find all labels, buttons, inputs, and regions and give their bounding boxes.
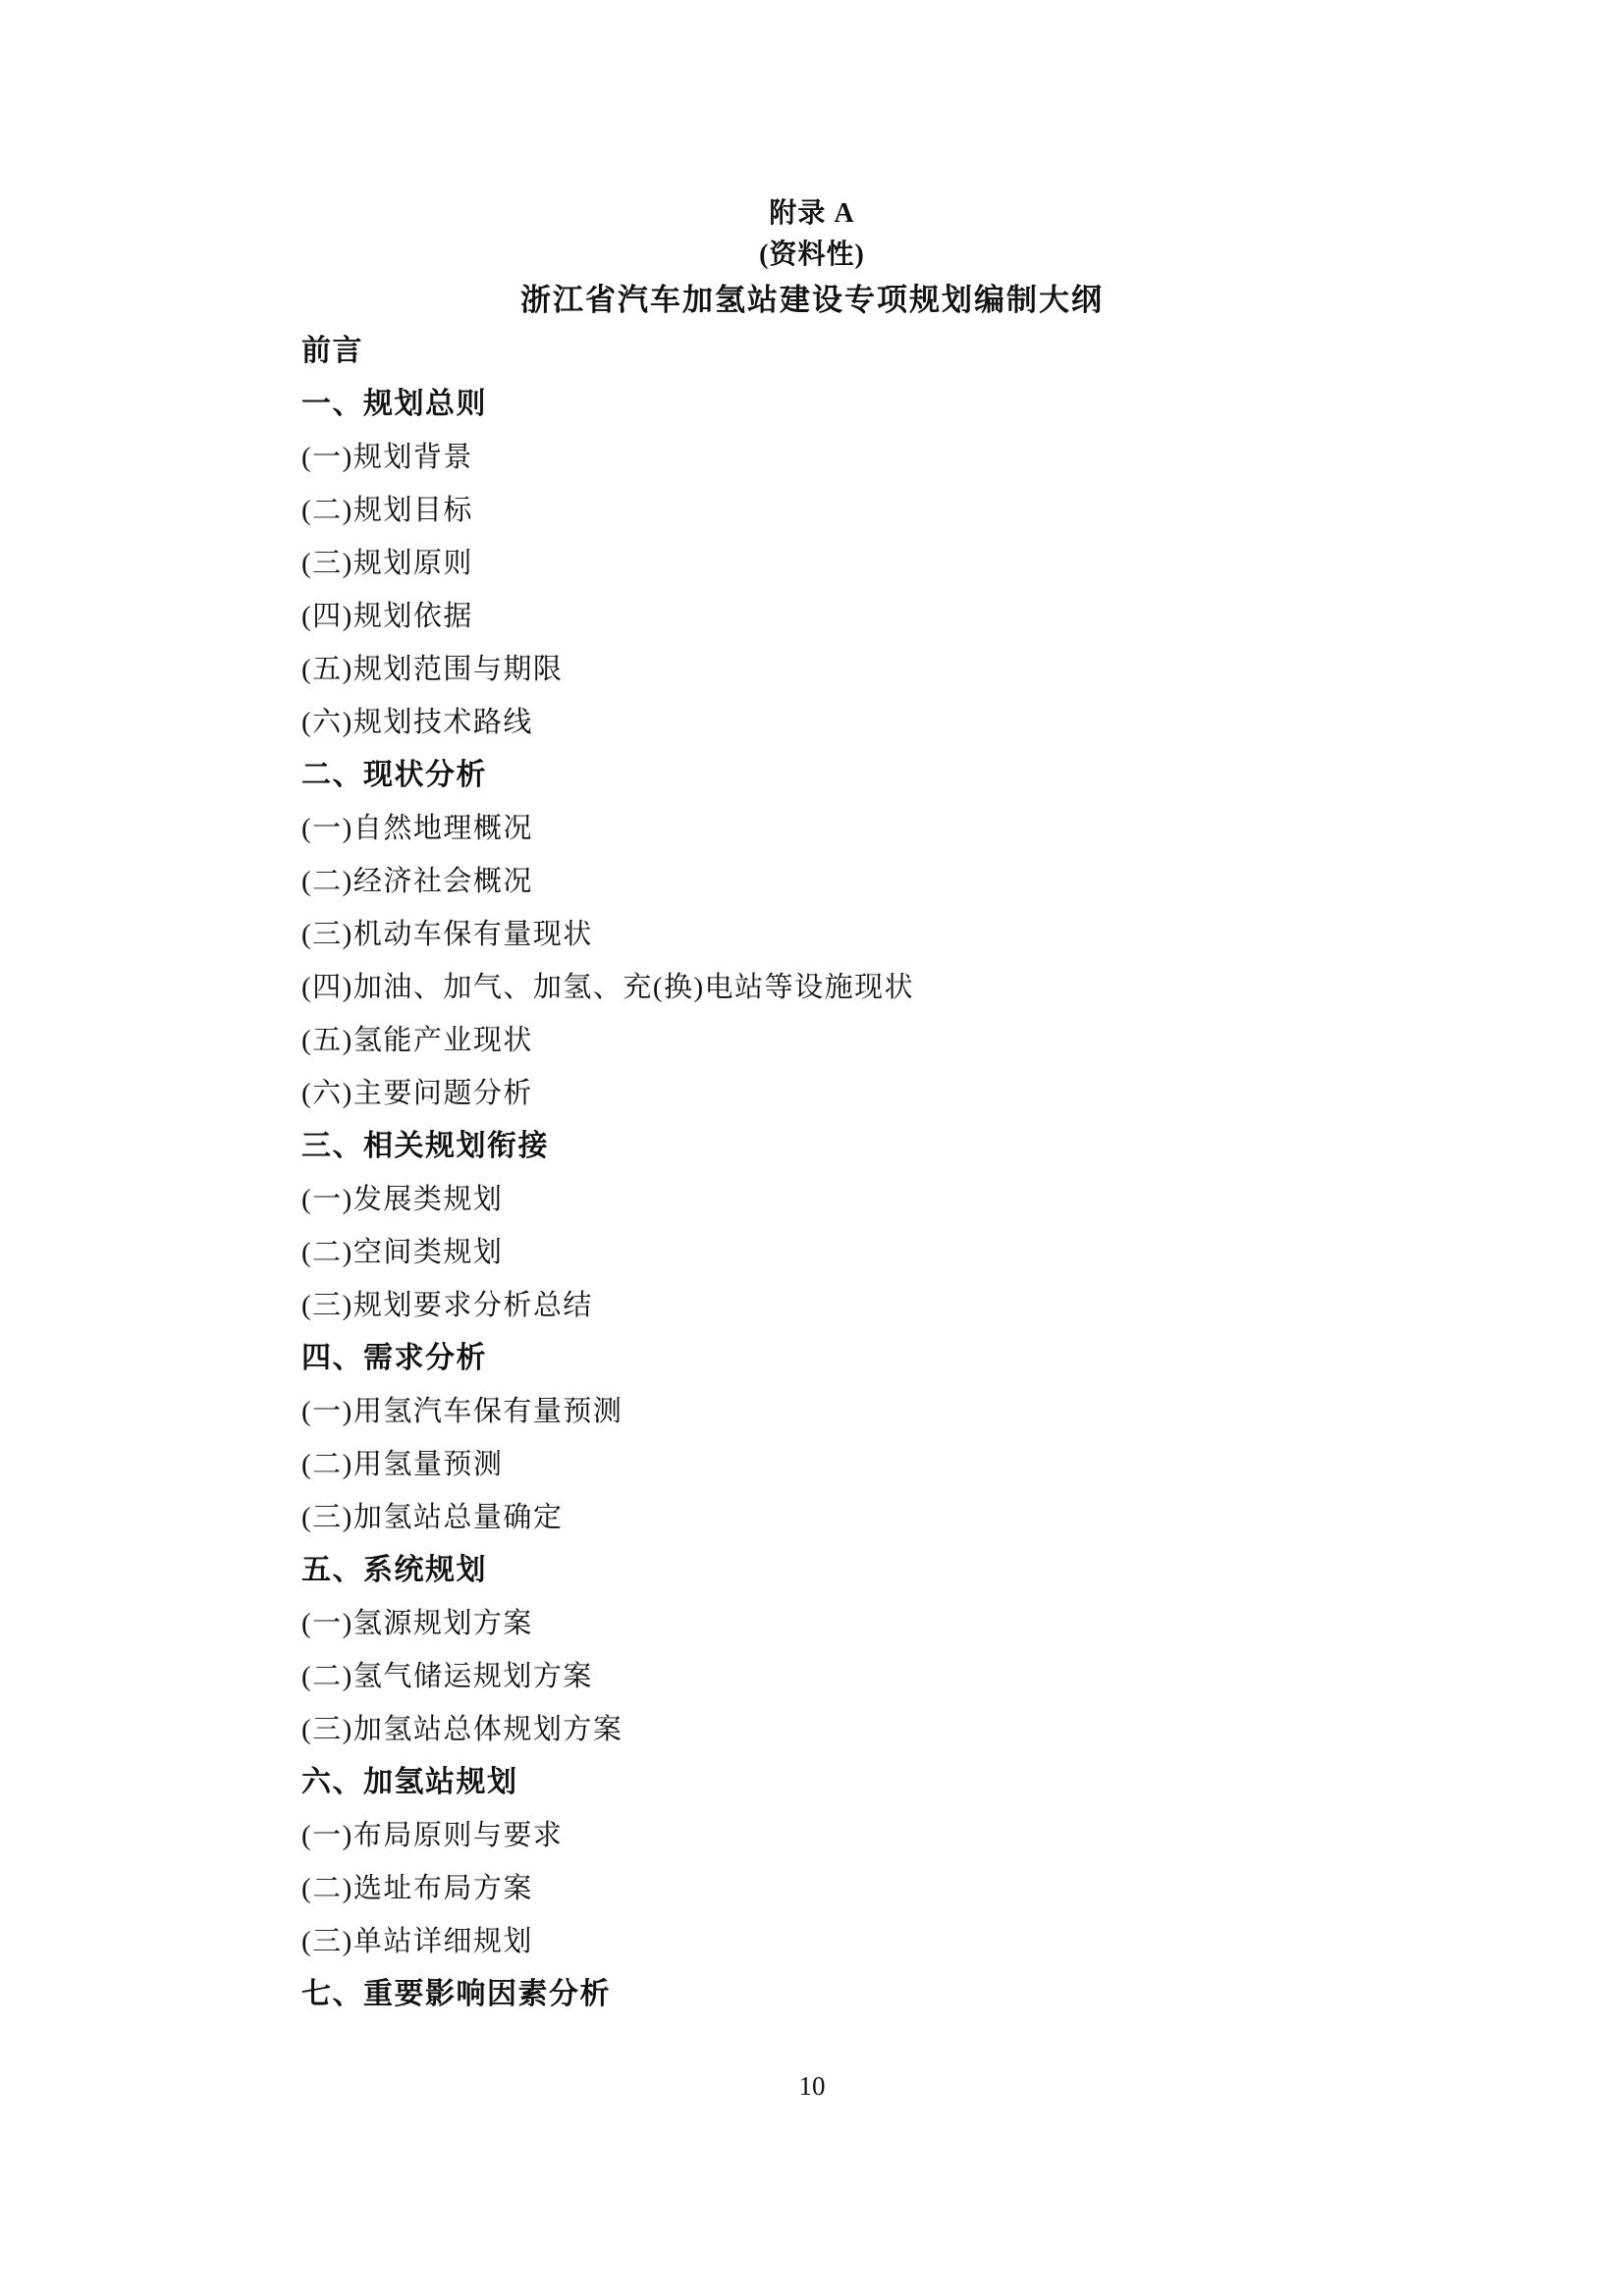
toc-item: (一)氢源规划方案: [301, 1608, 533, 1639]
toc-item: (二)用氢量预测: [301, 1449, 504, 1480]
toc-heading: 七、重要影响因素分析: [301, 1978, 611, 2010]
toc-item: (三)单站详细规划: [301, 1926, 533, 1957]
toc-item: (五)氢能产业现状: [301, 1025, 533, 1056]
toc-item: (三)加氢站总量确定: [301, 1502, 564, 1533]
toc-item: (一)发展类规划: [301, 1184, 504, 1215]
document-title: 浙江省汽车加氢站建设专项规划编制大纲: [520, 283, 1104, 317]
toc-heading: 前言: [301, 335, 363, 367]
toc-item: (三)规划原则: [301, 548, 473, 579]
appendix-label: 附录 A: [769, 198, 855, 229]
toc-heading: 三、相关规划衔接: [301, 1130, 549, 1162]
toc-heading: 二、现状分析: [301, 759, 487, 791]
toc-item: (六)主要问题分析: [301, 1078, 533, 1109]
toc-heading: 四、需求分析: [301, 1342, 487, 1374]
toc-item: (一)自然地理概况: [301, 813, 533, 844]
toc-item: (一)布局原则与要求: [301, 1820, 564, 1851]
toc-item: (四)规划依据: [301, 601, 473, 632]
toc-item: (五)规划范围与期限: [301, 654, 564, 685]
outline-list: [301, 325, 1624, 2021]
toc-item: (一)规划背景: [301, 442, 473, 473]
toc-heading: 五、系统规划: [301, 1554, 487, 1586]
toc-item: (三)规划要求分析总结: [301, 1290, 593, 1321]
page-footer: [0, 2059, 1624, 2112]
toc-heading: 一、规划总则: [301, 388, 487, 420]
informative-label: (资料性): [759, 240, 865, 270]
toc-heading: 六、加氢站规划: [301, 1766, 518, 1798]
appendix-header: [0, 0, 1624, 325]
toc-item: (一)用氢汽车保有量预测: [301, 1396, 623, 1427]
toc-item: (二)空间类规划: [301, 1237, 504, 1268]
toc-item: (二)选址布局方案: [301, 1873, 533, 1904]
toc-item: (四)加油、加气、加氢、充(换)电站等设施现状: [301, 972, 915, 1003]
toc-item: (二)规划目标: [301, 495, 473, 526]
toc-item: (二)氢气储运规划方案: [301, 1661, 593, 1692]
toc-item: (六)规划技术路线: [301, 707, 533, 738]
toc-item: (三)加氢站总体规划方案: [301, 1714, 623, 1745]
toc-item: (三)机动车保有量现状: [301, 919, 593, 950]
toc-item: (二)经济社会概况: [301, 866, 533, 897]
page-number: 10: [798, 2071, 826, 2101]
